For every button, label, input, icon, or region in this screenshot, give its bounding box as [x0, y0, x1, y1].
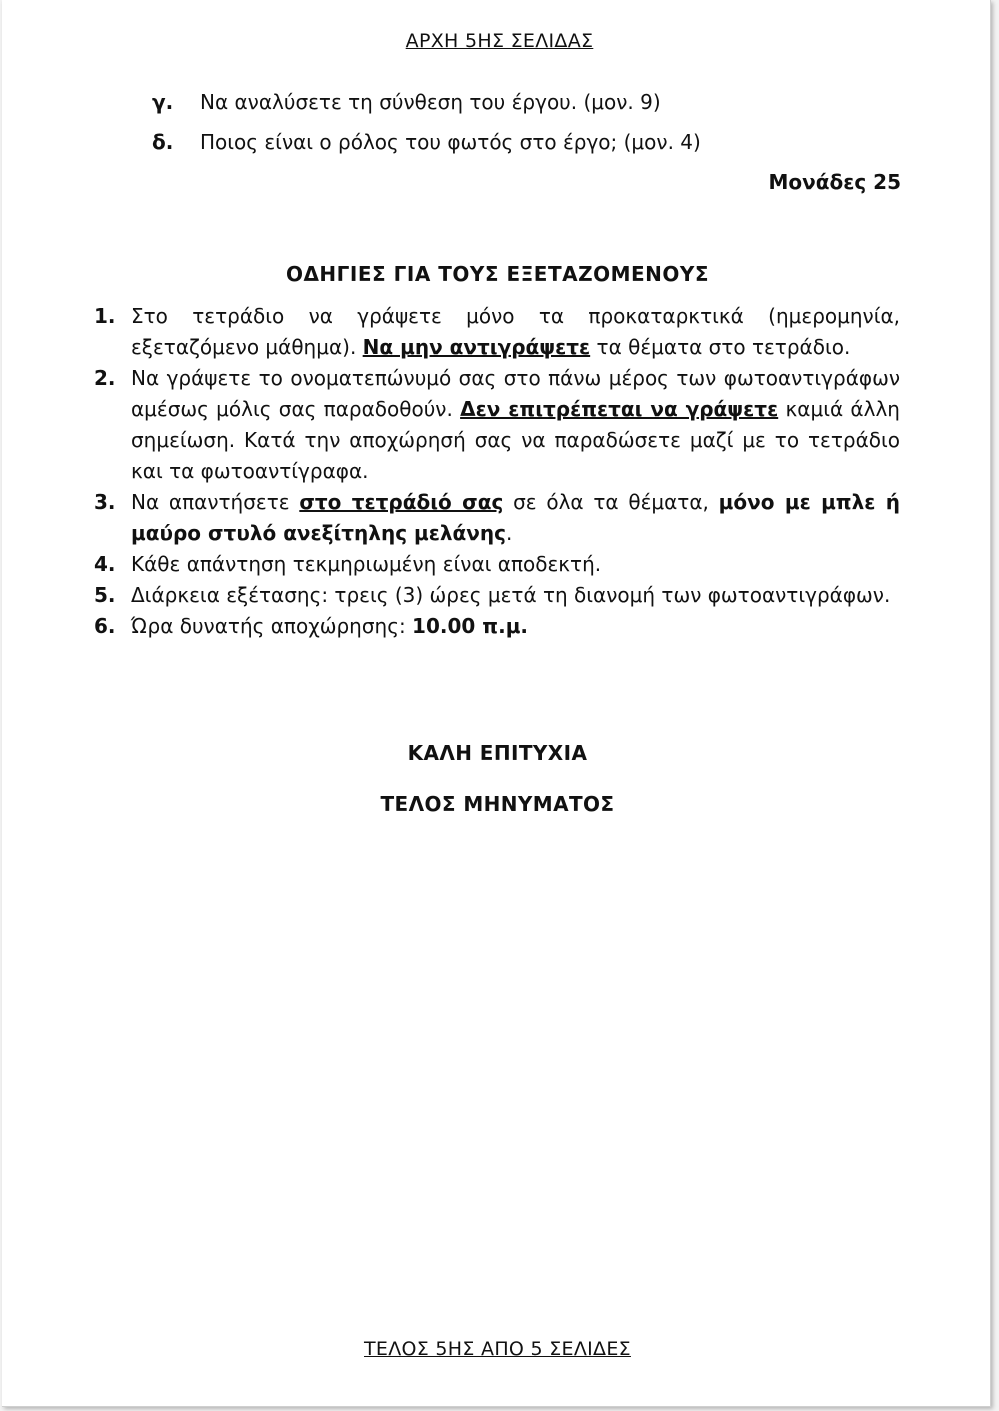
item-number: 2. [94, 366, 116, 390]
question-text: Να αναλύσετε τη σύνθεση του έργου. (μον. 9) [200, 90, 661, 114]
question-letter: γ. [152, 90, 174, 114]
item-text: Να γράψετε το ονοματεπώνυμό σας στο πάνω μέρος των φωτοαντιγράφων αμέσως μόλις σας παραδοθούν. [131, 366, 900, 421]
item-number: 4. [94, 552, 116, 576]
document-page [2, 0, 991, 1407]
item-text: τα θέματα στο τετράδιο. [590, 335, 851, 359]
item-emphasis: Να μην αντιγράψετε [362, 335, 591, 359]
instructions-list [94, 301, 900, 642]
good-luck: ΚΑΛΗ ΕΠΙΤΥΧΙΑ [407, 741, 588, 765]
item-text: Στο τετράδιο να γράψετε μόνο τα προκαταρκτικά (ημερομηνία, εξεταζόμενο μάθημα). [131, 304, 900, 359]
instruction-item [94, 580, 900, 611]
instruction-item [94, 487, 900, 549]
item-emphasis: Δεν επιτρέπεται να γράψετε [460, 397, 779, 421]
item-text: Να απαντήσετε [131, 490, 300, 514]
item-text: καμιά άλλη σημείωση. Κατά την αποχώρησή σας να παραδώσετε μαζί με το τετράδιο και τα φωτοαντίγραφα. [131, 397, 900, 483]
item-number: 6. [94, 614, 116, 638]
item-bold: 10.00 π.μ. [412, 614, 529, 638]
question-delta [152, 130, 701, 154]
instruction-item [94, 301, 900, 363]
item-text: Κάθε απάντηση τεκμηριωμένη είναι αποδεκτή. [131, 552, 602, 576]
question-letter: δ. [152, 130, 174, 154]
instructions-title: ΟΔΗΓΙΕΣ ΓΙΑ ΤΟΥΣ ΕΞΕΤΑΖΟΜΕΝΟΥΣ [285, 262, 710, 286]
item-text: σε όλα τα θέματα, [503, 490, 719, 514]
item-text: Ώρα δυνατής αποχώρησης: [131, 614, 413, 638]
question-gamma [152, 90, 661, 114]
item-bold: μόνο με μπλε ή μαύρο στυλό ανεξίτηλης μελάνης [131, 490, 901, 545]
page-header: ΑΡΧΗ 5ΗΣ ΣΕΛΙΔΑΣ [405, 30, 594, 52]
total-marks: Μονάδες 25 [768, 170, 901, 194]
instruction-item [94, 549, 900, 580]
item-number: 5. [94, 583, 116, 607]
item-number: 1. [94, 304, 116, 328]
question-text: Ποιος είναι ο ρόλος του φωτός στο έργο; (μον. 4) [200, 130, 701, 154]
instruction-item [94, 611, 900, 642]
item-emphasis: στο τετράδιό σας [299, 490, 504, 514]
page-footer: ΤΕΛΟΣ 5ΗΣ ΑΠΟ 5 ΣΕΛΙΔΕΣ [364, 1338, 631, 1360]
item-number: 3. [94, 490, 116, 514]
end-of-message: ΤΕΛΟΣ ΜΗΝΥΜΑΤΟΣ [380, 792, 615, 816]
item-text: Διάρκεια εξέτασης: τρεις (3) ώρες μετά τη διανομή των φωτοαντιγράφων. [131, 583, 891, 607]
item-text: . [505, 521, 513, 545]
instruction-item [94, 363, 900, 487]
